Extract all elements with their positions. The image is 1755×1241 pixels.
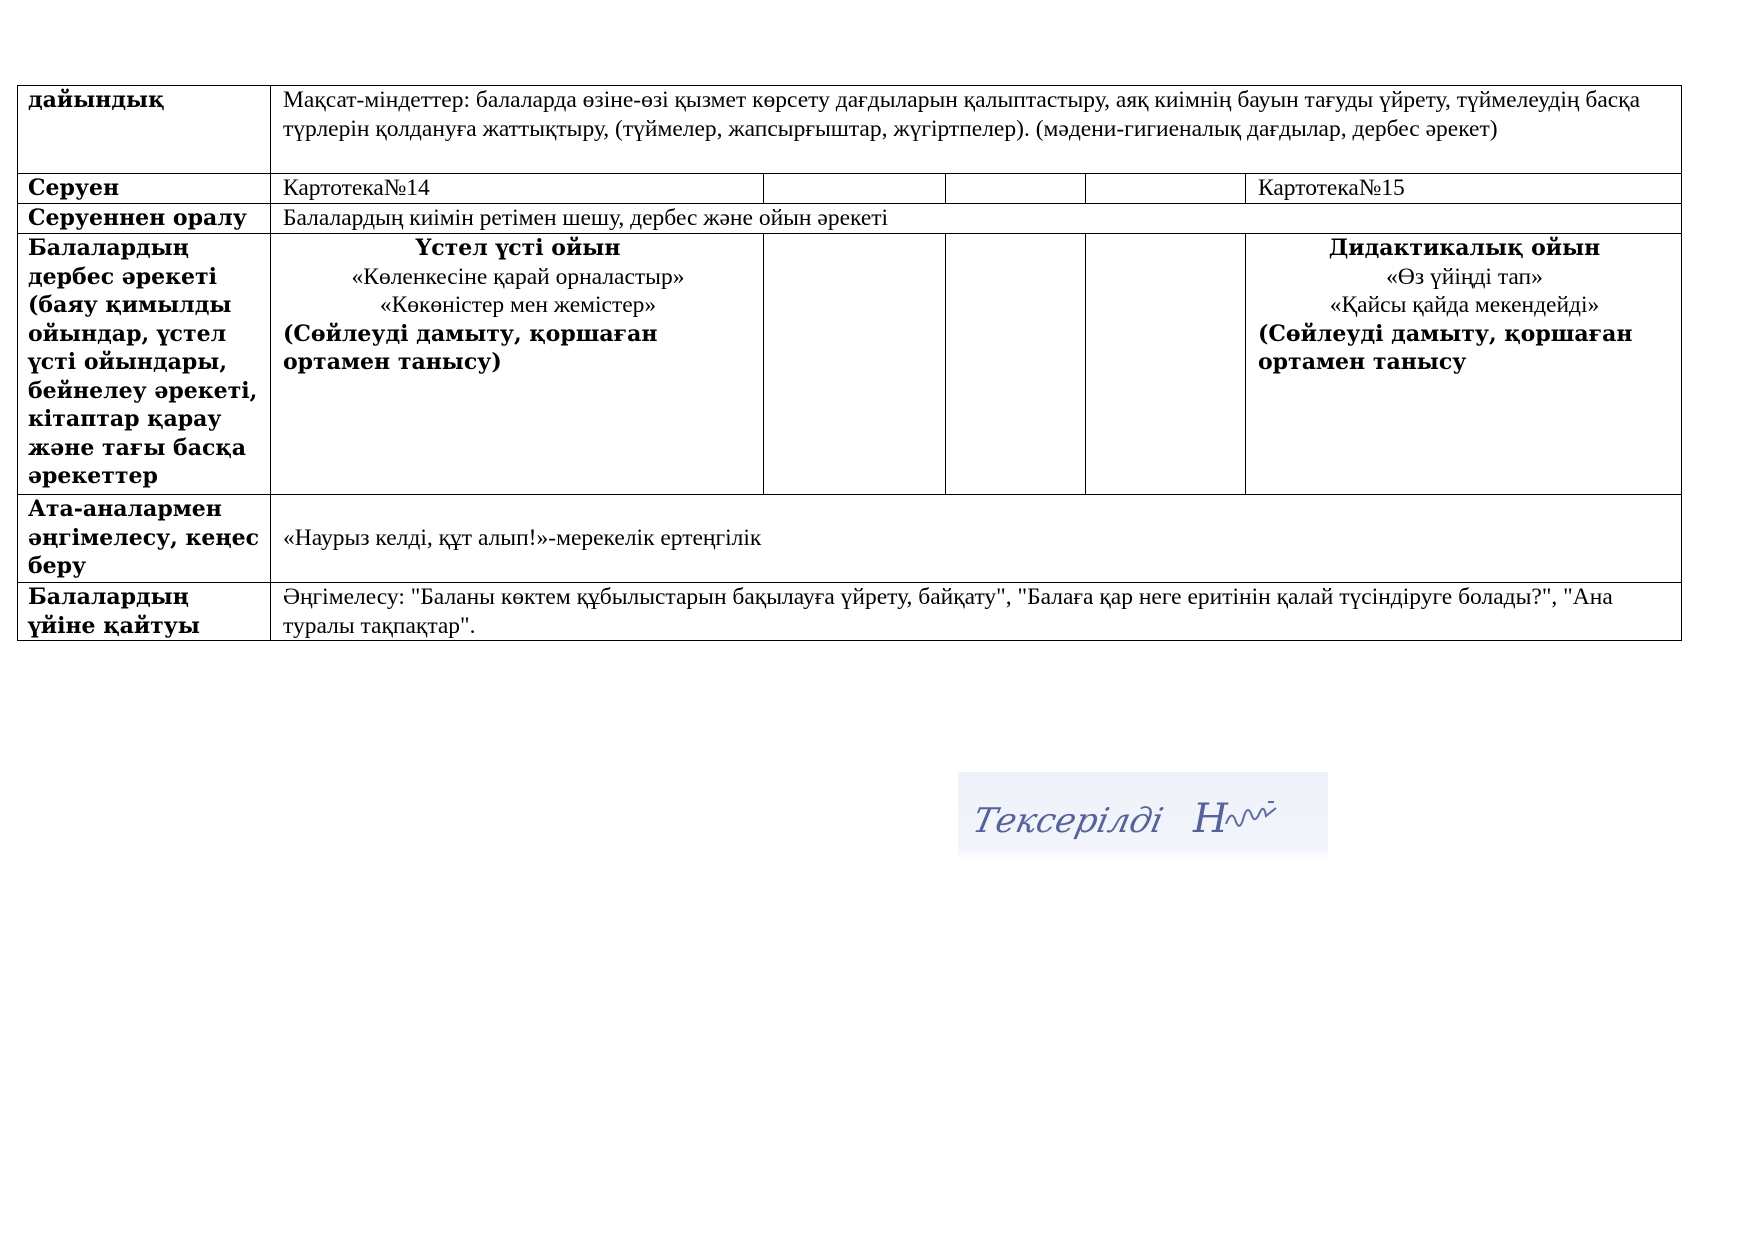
independent-cell-5 [1246, 234, 1682, 495]
signature-text: Тексерілді [969, 801, 1167, 841]
parents-text: «Наурыз келді, құт алып!»-мерекелік ертеңгілік [271, 495, 1682, 583]
walk-cell-1: Картотека№14 [271, 174, 764, 204]
board-game-2: «Көкөністер мен жемістер» [379, 292, 657, 318]
table-row [18, 174, 1682, 204]
walk-cell-2 [764, 174, 946, 204]
table-row [18, 234, 1682, 495]
independent-cell-1 [271, 234, 764, 495]
preparation-goals: Мақсат-міндеттер: балаларда өзіне-өзі қызмет көрсету дағдыларын қалыптастыру, аяқ киімнің бауын тағуды үйрету, түймелеудің басқа түрлерін қолдануға жаттықтыру, (түймелер, жапсырғыштар, жүгіртпелер). (мәдени-гигиеналық дағдылар, дербес әрекет) [271, 86, 1682, 174]
table-row [18, 86, 1682, 174]
walk-cell-3 [946, 174, 1086, 204]
row-label-going-home: Балалардың үйіне қайтуы [18, 583, 271, 641]
board-game-note: (Сөйлеуді дамыту, қоршаған ортамен танысу) [283, 320, 658, 375]
independent-cell-4 [1086, 234, 1246, 495]
signature-stamp [958, 772, 1328, 864]
going-home-text: Әңгімелесу: "Баланы көктем құбылыстарын бақылауға үйрету, байқату", "Балаға қар неге еритінін қалай түсіндіруге болады?", "Ана туралы тақпақтар". [271, 583, 1682, 641]
walk-cell-5: Картотека№15 [1246, 174, 1682, 204]
board-game-title: Үстел үсті ойын [415, 235, 621, 261]
didactic-game-note: (Сөйлеуді дамыту, қоршаған ортамен танысу [1258, 320, 1633, 375]
row-label-preparation: дайындық [18, 86, 271, 174]
row-label-independent: Балалардың дербес әрекеті (баяу қимылды ойындар, үстел үсті ойындары, бейнелеу әрекеті, кітаптар қарау және тағы басқа әрекеттер [18, 234, 271, 495]
row-label-return-walk: Серуеннен оралу [18, 204, 271, 234]
walk-cell-4 [1086, 174, 1246, 204]
board-game-1: «Көленкесіне қарай орналастыр» [351, 263, 685, 290]
didactic-game-title: Дидактикалық ойын [1328, 235, 1601, 261]
didactic-game-1: «Өз үйіңді тап» [1386, 263, 1543, 290]
didactic-game-2: «Қайсы қайда мекендейді» [1329, 292, 1600, 318]
independent-cell-2 [764, 234, 946, 495]
table-row [18, 583, 1682, 641]
table-row [18, 495, 1682, 583]
row-label-parents: Ата-аналармен әңгімелесу, кеңес беру [18, 495, 271, 583]
table-row [18, 204, 1682, 234]
signature-initials: Н [1193, 796, 1228, 842]
schedule-table [17, 85, 1682, 641]
row-label-walk: Серуен [18, 174, 271, 204]
independent-cell-3 [946, 234, 1086, 495]
return-walk-text: Балалардың киімін ретімен шешу, дербес және ойын әрекеті [271, 204, 1682, 234]
